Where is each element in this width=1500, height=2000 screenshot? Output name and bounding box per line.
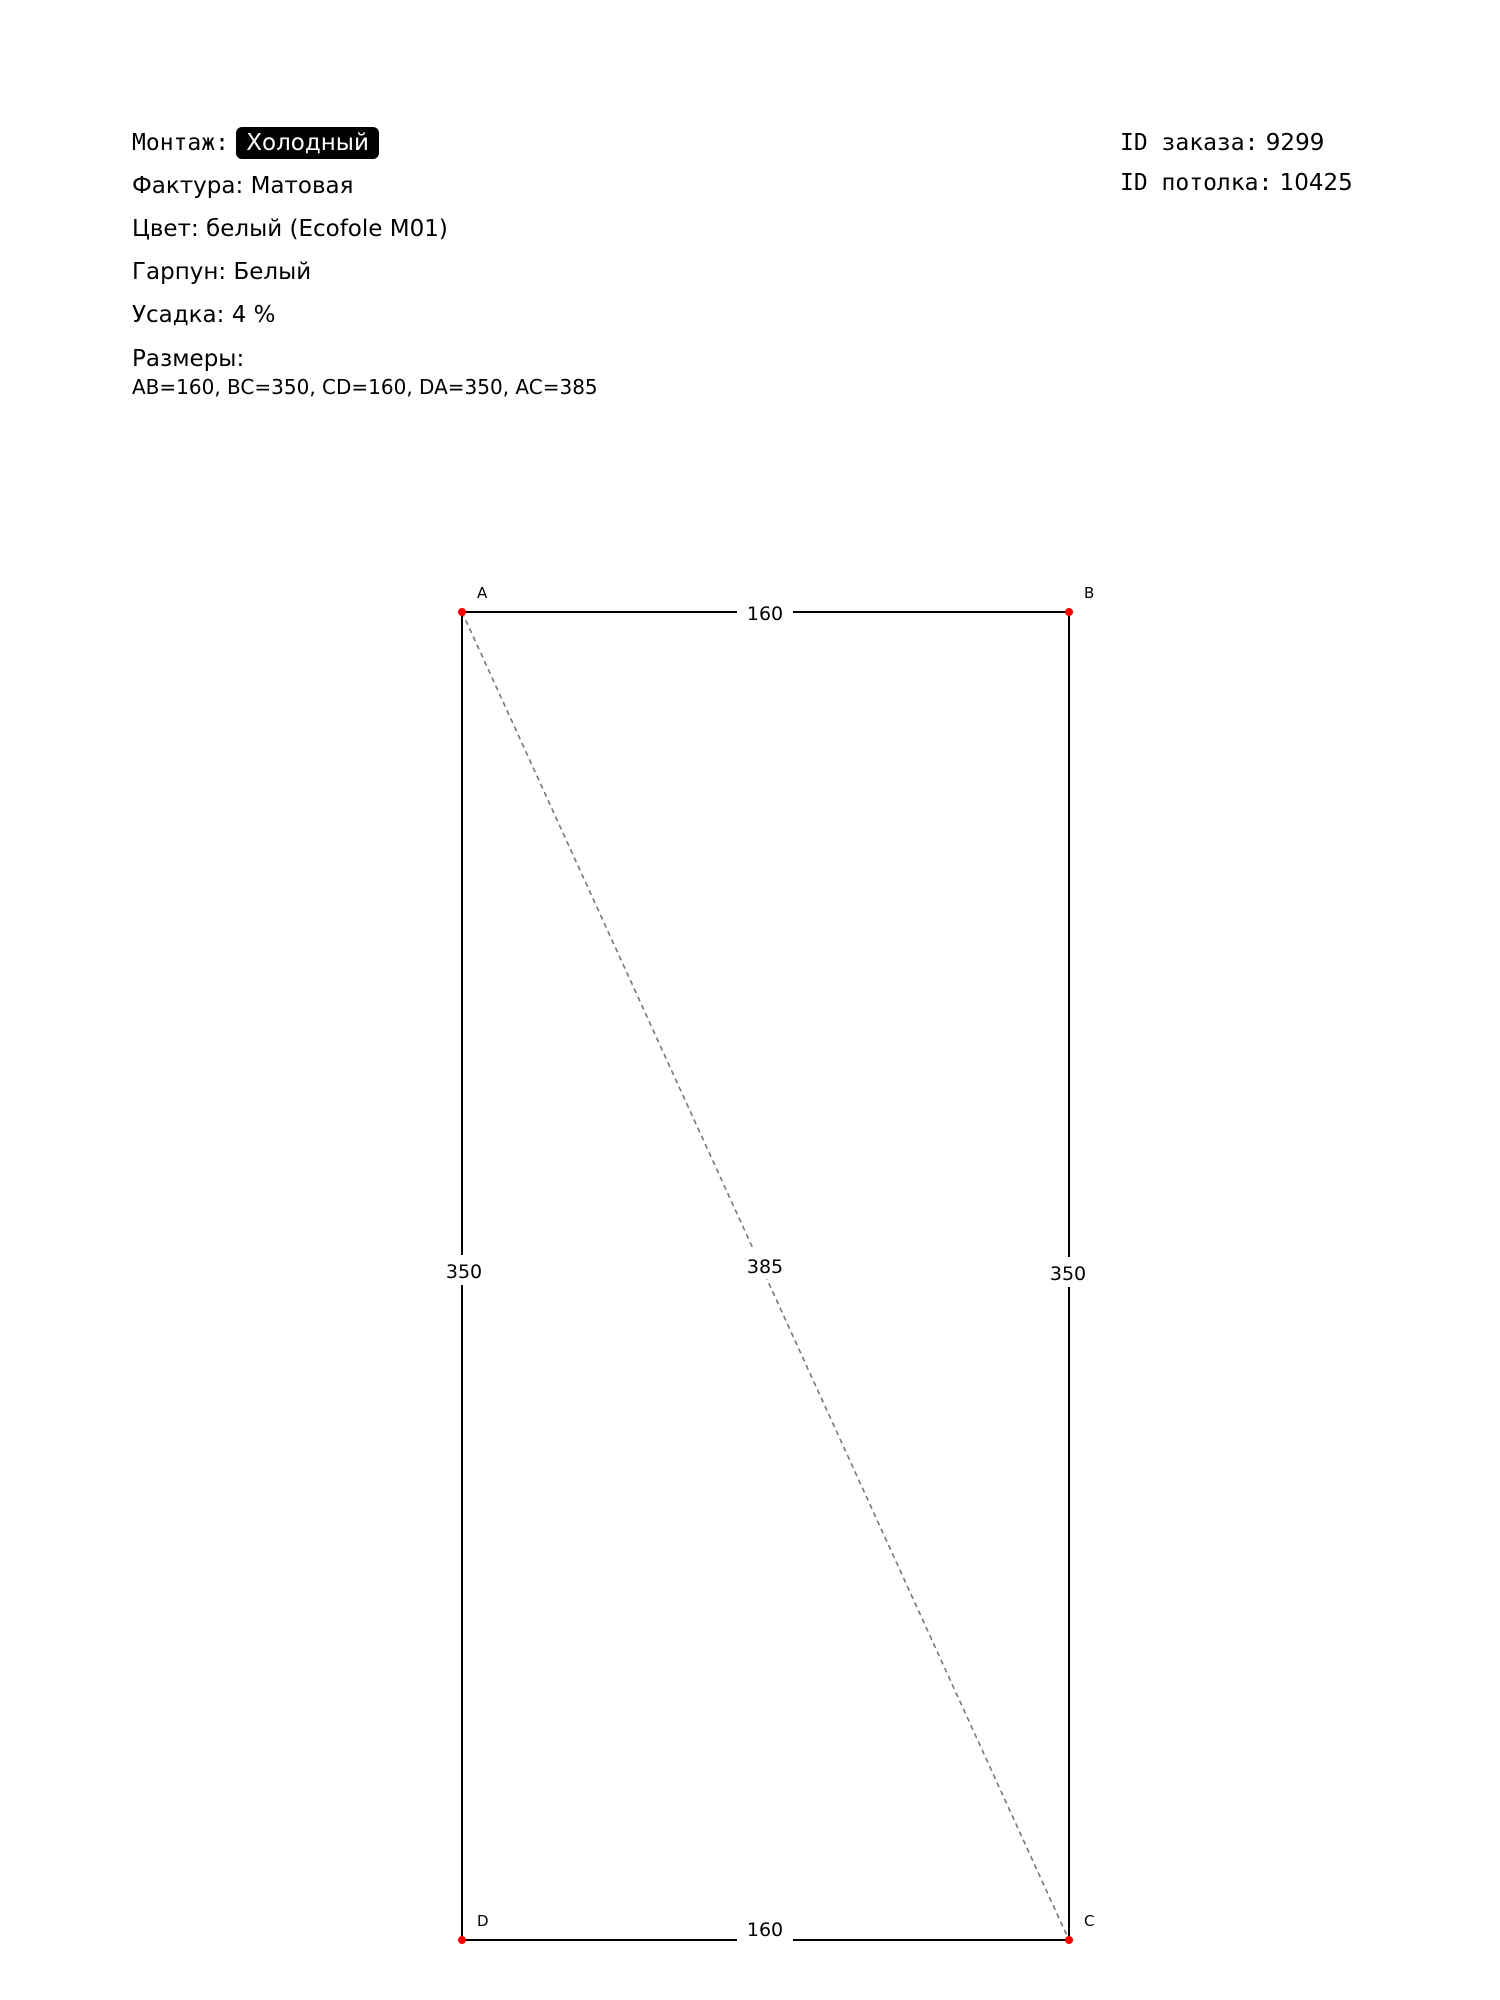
color-value: белый (Ecofole M01) [206, 216, 448, 242]
vertex-dot-b [1065, 608, 1073, 616]
ceiling-id-label: ID потолка: [1120, 170, 1273, 196]
edge-label-ab: 160 [746, 603, 784, 625]
sizes-value: AB=160, BC=350, CD=160, DA=350, AC=385 [132, 375, 598, 399]
texture-label: Фактура: [132, 173, 244, 199]
vertex-dot-d [458, 1936, 466, 1944]
vertex-dot-c [1065, 1936, 1073, 1944]
order-id-value: 9299 [1265, 130, 1325, 156]
shrink-label: Усадка: [132, 302, 225, 328]
ceiling-id-value: 10425 [1279, 170, 1353, 196]
vertex-label-a: A [477, 584, 488, 602]
mount-badge: Холодный [236, 127, 379, 159]
vertex-dot-a [458, 608, 466, 616]
vertex-label-d: D [477, 1912, 489, 1930]
edge-label-da: 350 [445, 1261, 483, 1283]
edge-label-bc: 350 [1049, 1263, 1087, 1285]
edge-label-cd: 160 [746, 1919, 784, 1941]
vertex-label-b: B [1084, 584, 1095, 602]
vertex-label-c: C [1084, 1912, 1095, 1930]
harpoon-value: Белый [233, 259, 312, 285]
sizes-label: Размеры: [132, 346, 245, 372]
texture-value: Матовая [250, 173, 354, 199]
mount-label: Монтаж: [132, 130, 229, 156]
harpoon-label: Гарпун: [132, 259, 227, 285]
diagonal-label-ac: 385 [746, 1256, 784, 1278]
shrink-value: 4 % [231, 302, 276, 328]
order-id-label: ID заказа: [1120, 130, 1259, 156]
color-label: Цвет: [132, 216, 199, 242]
